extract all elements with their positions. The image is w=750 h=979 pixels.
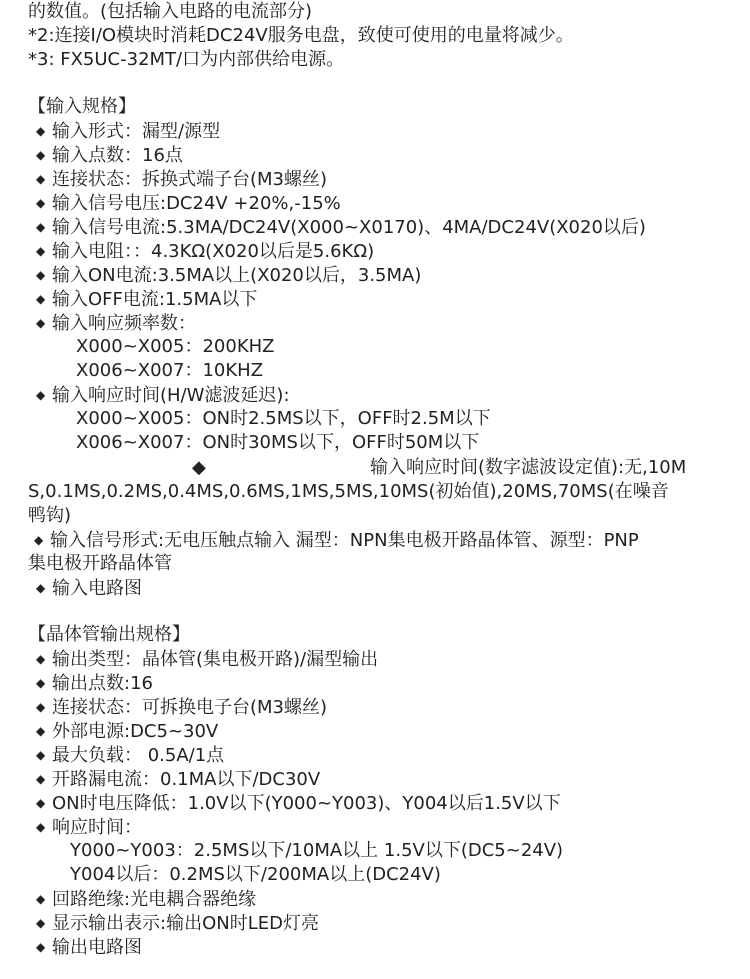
freq-line: X000~X005：200KHZ (76, 336, 275, 357)
bullet-icon: ◆ (36, 700, 46, 714)
input-item: ◆ 连接状态：拆换式端子台(M3螺丝) (36, 169, 328, 190)
bullet-icon: ◆ (36, 796, 46, 810)
bullet-icon: ◆ (36, 676, 46, 690)
bullet-icon: ◆ (36, 124, 46, 138)
bullet-icon: ◆ (36, 244, 46, 258)
resp-line: X000~X005：ON时2.5MS以下，OFF时2.5M以下 (76, 408, 491, 429)
bullet-icon: ◆ (36, 172, 46, 186)
bullet-icon: ◆ (36, 748, 46, 762)
output-item: ◆ 连接状态：可拆换电子台(M3螺丝) (36, 697, 328, 718)
input-item: ◆ 输入响应时间(H/W滤波延迟): (36, 385, 290, 406)
bullet-icon: ◆ (36, 292, 46, 306)
output-item: ◆ 开路漏电流：0.1MA以下/DC30V (36, 769, 321, 790)
bullet-icon: ◆ (192, 457, 206, 478)
output-item: ◆ 输出点数:16 (36, 673, 153, 694)
note-line-0: 的数值。(包括输入电路的电流部分) (28, 1, 313, 22)
output-spec-header: 【晶体管输出规格】 (28, 624, 190, 645)
bullet-icon: ◆ (36, 581, 46, 595)
freq-line: X006~X007：10KHZ (76, 360, 264, 381)
note-2: *2:连接I/O模块时消耗DC24V服务电盘，致使可使用的电量将减少。 (28, 25, 574, 46)
bullet-icon: ◆ (36, 196, 46, 210)
input-item: ◆ 输入信号电流:5.3MA/DC24V(X000~X0170)、4MA/DC24V(X020以后) (36, 217, 646, 238)
output-item: ◆ 输出类型：晶体管(集电极开路)/漏型输出 (36, 649, 379, 670)
resp-line: X006~X007：ON时30MS以下，OFF时50M以下 (76, 432, 480, 453)
digital-filter-c: 鸭钩) (28, 505, 72, 526)
signal-line-b: 集电极开路晶体管 (28, 553, 172, 574)
bullet-icon: ◆ (34, 533, 44, 547)
input-item: ◆ 输入ON电流:3.5MA以上(X020以后，3.5MA) (36, 265, 422, 286)
input-item: ◆ 输入点数：16点 (36, 145, 183, 166)
bullet-icon: ◆ (36, 772, 46, 786)
bullet-icon: ◆ (36, 820, 46, 834)
output-item: ◆ ON时电压降低：1.0V以下(Y000~Y003)、Y004以后1.5V以下 (36, 793, 561, 814)
output-item: ◆ 输出电路图 (36, 937, 142, 958)
digital-filter-b: S,0.1MS,0.2MS,0.4MS,0.6MS,1MS,5MS,10MS(初始值),20MS,70MS(在噪音 (28, 481, 669, 502)
bullet-icon: ◆ (36, 148, 46, 162)
output-item: ◆ 响应时间： (36, 817, 142, 838)
input-item: ◆ 输入电阻：：4.3KΩ(X020以后是5.6KΩ) (36, 241, 375, 262)
input-item: ◆ 输入OFF电流:1.5MA以下 (36, 289, 258, 310)
input-item: ◆ 输入信号电压:DC24V +20%,-15% (36, 193, 341, 214)
bullet-icon: ◆ (36, 220, 46, 234)
output-item: ◆ 显示输出表示:输出ON时LED灯亮 (36, 913, 319, 934)
output-resp-line: Y004以后：0.2MS以下/200MA以上(DC24V) (70, 864, 441, 885)
bullet-icon: ◆ (36, 724, 46, 738)
digital-filter-a: 输入响应时间(数字滤波设定值):无,10M (370, 457, 687, 478)
bullet-icon: ◆ (36, 916, 46, 930)
input-item: ◆ 输入电路图 (36, 578, 142, 599)
bullet-icon: ◆ (36, 316, 46, 330)
bullet-icon: ◆ (36, 892, 46, 906)
output-item: ◆ 回路绝缘:光电耦合器绝缘 (36, 889, 257, 910)
bullet-icon: ◆ (36, 388, 46, 402)
input-spec-header: 【输入规格】 (28, 96, 136, 117)
bullet-icon: ◆ (36, 268, 46, 282)
input-item: ◆ 输入响应频率数： (36, 313, 196, 334)
output-resp-line: Y000~Y003：2.5MS以下/10MA以上 1.5V以下(DC5~24V) (70, 840, 564, 861)
output-item: ◆ 最大负载： 0.5A/1点 (36, 745, 225, 766)
bullet-icon: ◆ (36, 652, 46, 666)
input-item: ◆ 输入信号形式:无电压触点输入 漏型：NPN集电极开路晶体管、源型：PNP (34, 530, 639, 551)
input-item: ◆ 输入形式：漏型/源型 (36, 121, 221, 142)
note-3: *3: FX5UC-32MT/口为内部供给电源。 (28, 49, 345, 70)
output-item: ◆ 外部电源:DC5~30V (36, 721, 219, 742)
bullet-icon: ◆ (36, 940, 46, 954)
